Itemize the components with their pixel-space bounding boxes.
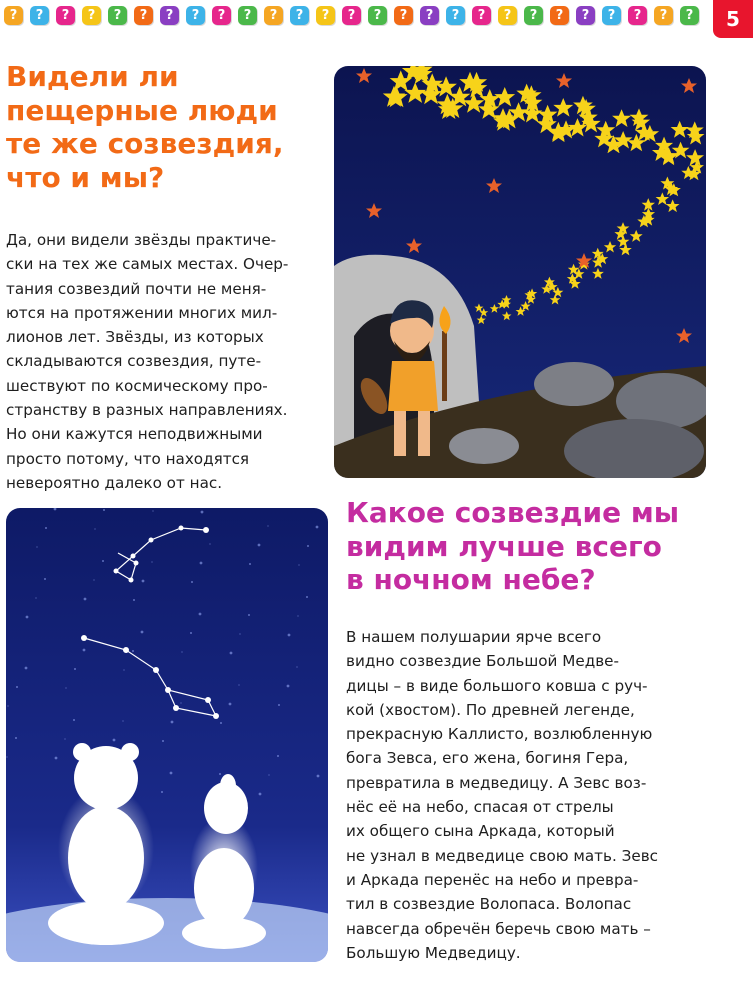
- text-line: странству в разных направлениях.: [6, 401, 288, 420]
- text-line: лионов лет. Звёзды, из которых: [6, 328, 264, 347]
- text-line: превратила в медведицу. А Зевс воз-: [346, 773, 647, 792]
- caveman-night-sky-illustration: [334, 66, 706, 478]
- text-line: Большую Медведицу.: [346, 943, 521, 962]
- question-badge-icon: ?: [108, 6, 127, 25]
- page-number: 5: [713, 0, 753, 38]
- text-line: их общего сына Аркада, который: [346, 822, 615, 841]
- question-badge-icon: ?: [212, 6, 231, 25]
- heading-best-visible-constellation: [346, 496, 746, 597]
- question-badge-icon: ?: [160, 6, 179, 25]
- question-badge-icon: ?: [394, 6, 413, 25]
- caveman-scene: [334, 66, 706, 478]
- text-line: складываются созвездия, путе-: [6, 352, 262, 371]
- paragraph-big-dipper-legend: [346, 625, 658, 965]
- question-badge-icon: ?: [628, 6, 647, 25]
- bears-scene: [6, 508, 328, 962]
- paragraph-cavemen-answer: [6, 228, 288, 495]
- question-badge-icon: ?: [186, 6, 205, 25]
- text-line: видно созвездие Большой Медве-: [346, 652, 619, 671]
- heading-line: те же созвездия,: [6, 127, 284, 161]
- question-badge-icon: ?: [342, 6, 361, 25]
- text-line: и Аркада перенёс на небо и превра-: [346, 870, 639, 889]
- question-badge-icon: ?: [134, 6, 153, 25]
- heading-line: что и мы?: [6, 160, 165, 194]
- question-badge-strip: [0, 6, 705, 30]
- question-badge-icon: ?: [550, 6, 569, 25]
- question-badge-icon: ?: [316, 6, 335, 25]
- question-badge-icon: ?: [238, 6, 257, 25]
- question-badge-icon: ?: [82, 6, 101, 25]
- polar-bears-constellation-illustration: [6, 508, 328, 962]
- text-line: не узнал в медведице свою мать. Зевс: [346, 846, 658, 865]
- text-line: просто потому, что находятся: [6, 449, 250, 468]
- heading-line: Какое созвездие мы: [346, 496, 680, 529]
- text-line: нёс её на небо, спасая от стрелы: [346, 798, 614, 817]
- heading-line: в ночном небе?: [346, 563, 596, 597]
- text-line: бога Зевса, его жена, богиня Гера,: [346, 749, 629, 768]
- question-badge-icon: ?: [4, 6, 23, 25]
- question-badge-icon: ?: [680, 6, 699, 25]
- question-badge-icon: ?: [524, 6, 543, 25]
- question-badge-icon: ?: [498, 6, 517, 25]
- text-line: кой (хвостом). По древней легенде,: [346, 700, 635, 719]
- boulder: [534, 362, 614, 406]
- text-line: ски на тех же самых местах. Очер-: [6, 255, 289, 274]
- question-badge-icon: ?: [30, 6, 49, 25]
- text-line: тания созвездий почти не меня-: [6, 279, 267, 298]
- text-line: В нашем полушарии ярче всего: [346, 628, 602, 646]
- heading-line: пещерные люди: [6, 93, 278, 127]
- question-badge-icon: ?: [368, 6, 387, 25]
- question-badge-icon: ?: [472, 6, 491, 25]
- heading-line: видим лучше всего: [346, 529, 662, 563]
- question-badge-icon: ?: [420, 6, 439, 25]
- question-badge-icon: ?: [290, 6, 309, 25]
- text-line: ются на протяжении многих мил-: [6, 303, 278, 322]
- heading-cavemen-constellations: [6, 60, 326, 194]
- text-line: Но они кажутся неподвижными: [6, 425, 263, 444]
- question-badge-icon: ?: [602, 6, 621, 25]
- text-line: дицы – в виде большого ковша с руч-: [346, 676, 648, 695]
- text-line: навсегда обречён беречь свою мать –: [346, 919, 651, 938]
- text-line: Да, они видели звёзды практиче-: [6, 231, 277, 249]
- question-badge-icon: ?: [446, 6, 465, 25]
- text-line: невероятно далеко от нас.: [6, 473, 223, 492]
- question-badge-icon: ?: [576, 6, 595, 25]
- question-badge-icon: ?: [56, 6, 75, 25]
- text-line: шествуют по космическому про-: [6, 376, 268, 395]
- question-badge-icon: ?: [264, 6, 283, 25]
- question-badge-icon: ?: [654, 6, 673, 25]
- boulder: [449, 428, 519, 464]
- text-line: прекрасную Каллисто, возлюбленную: [346, 725, 653, 744]
- heading-line: Видели ли: [6, 60, 179, 93]
- text-line: тил в созвездие Волопаса. Волопас: [346, 895, 632, 914]
